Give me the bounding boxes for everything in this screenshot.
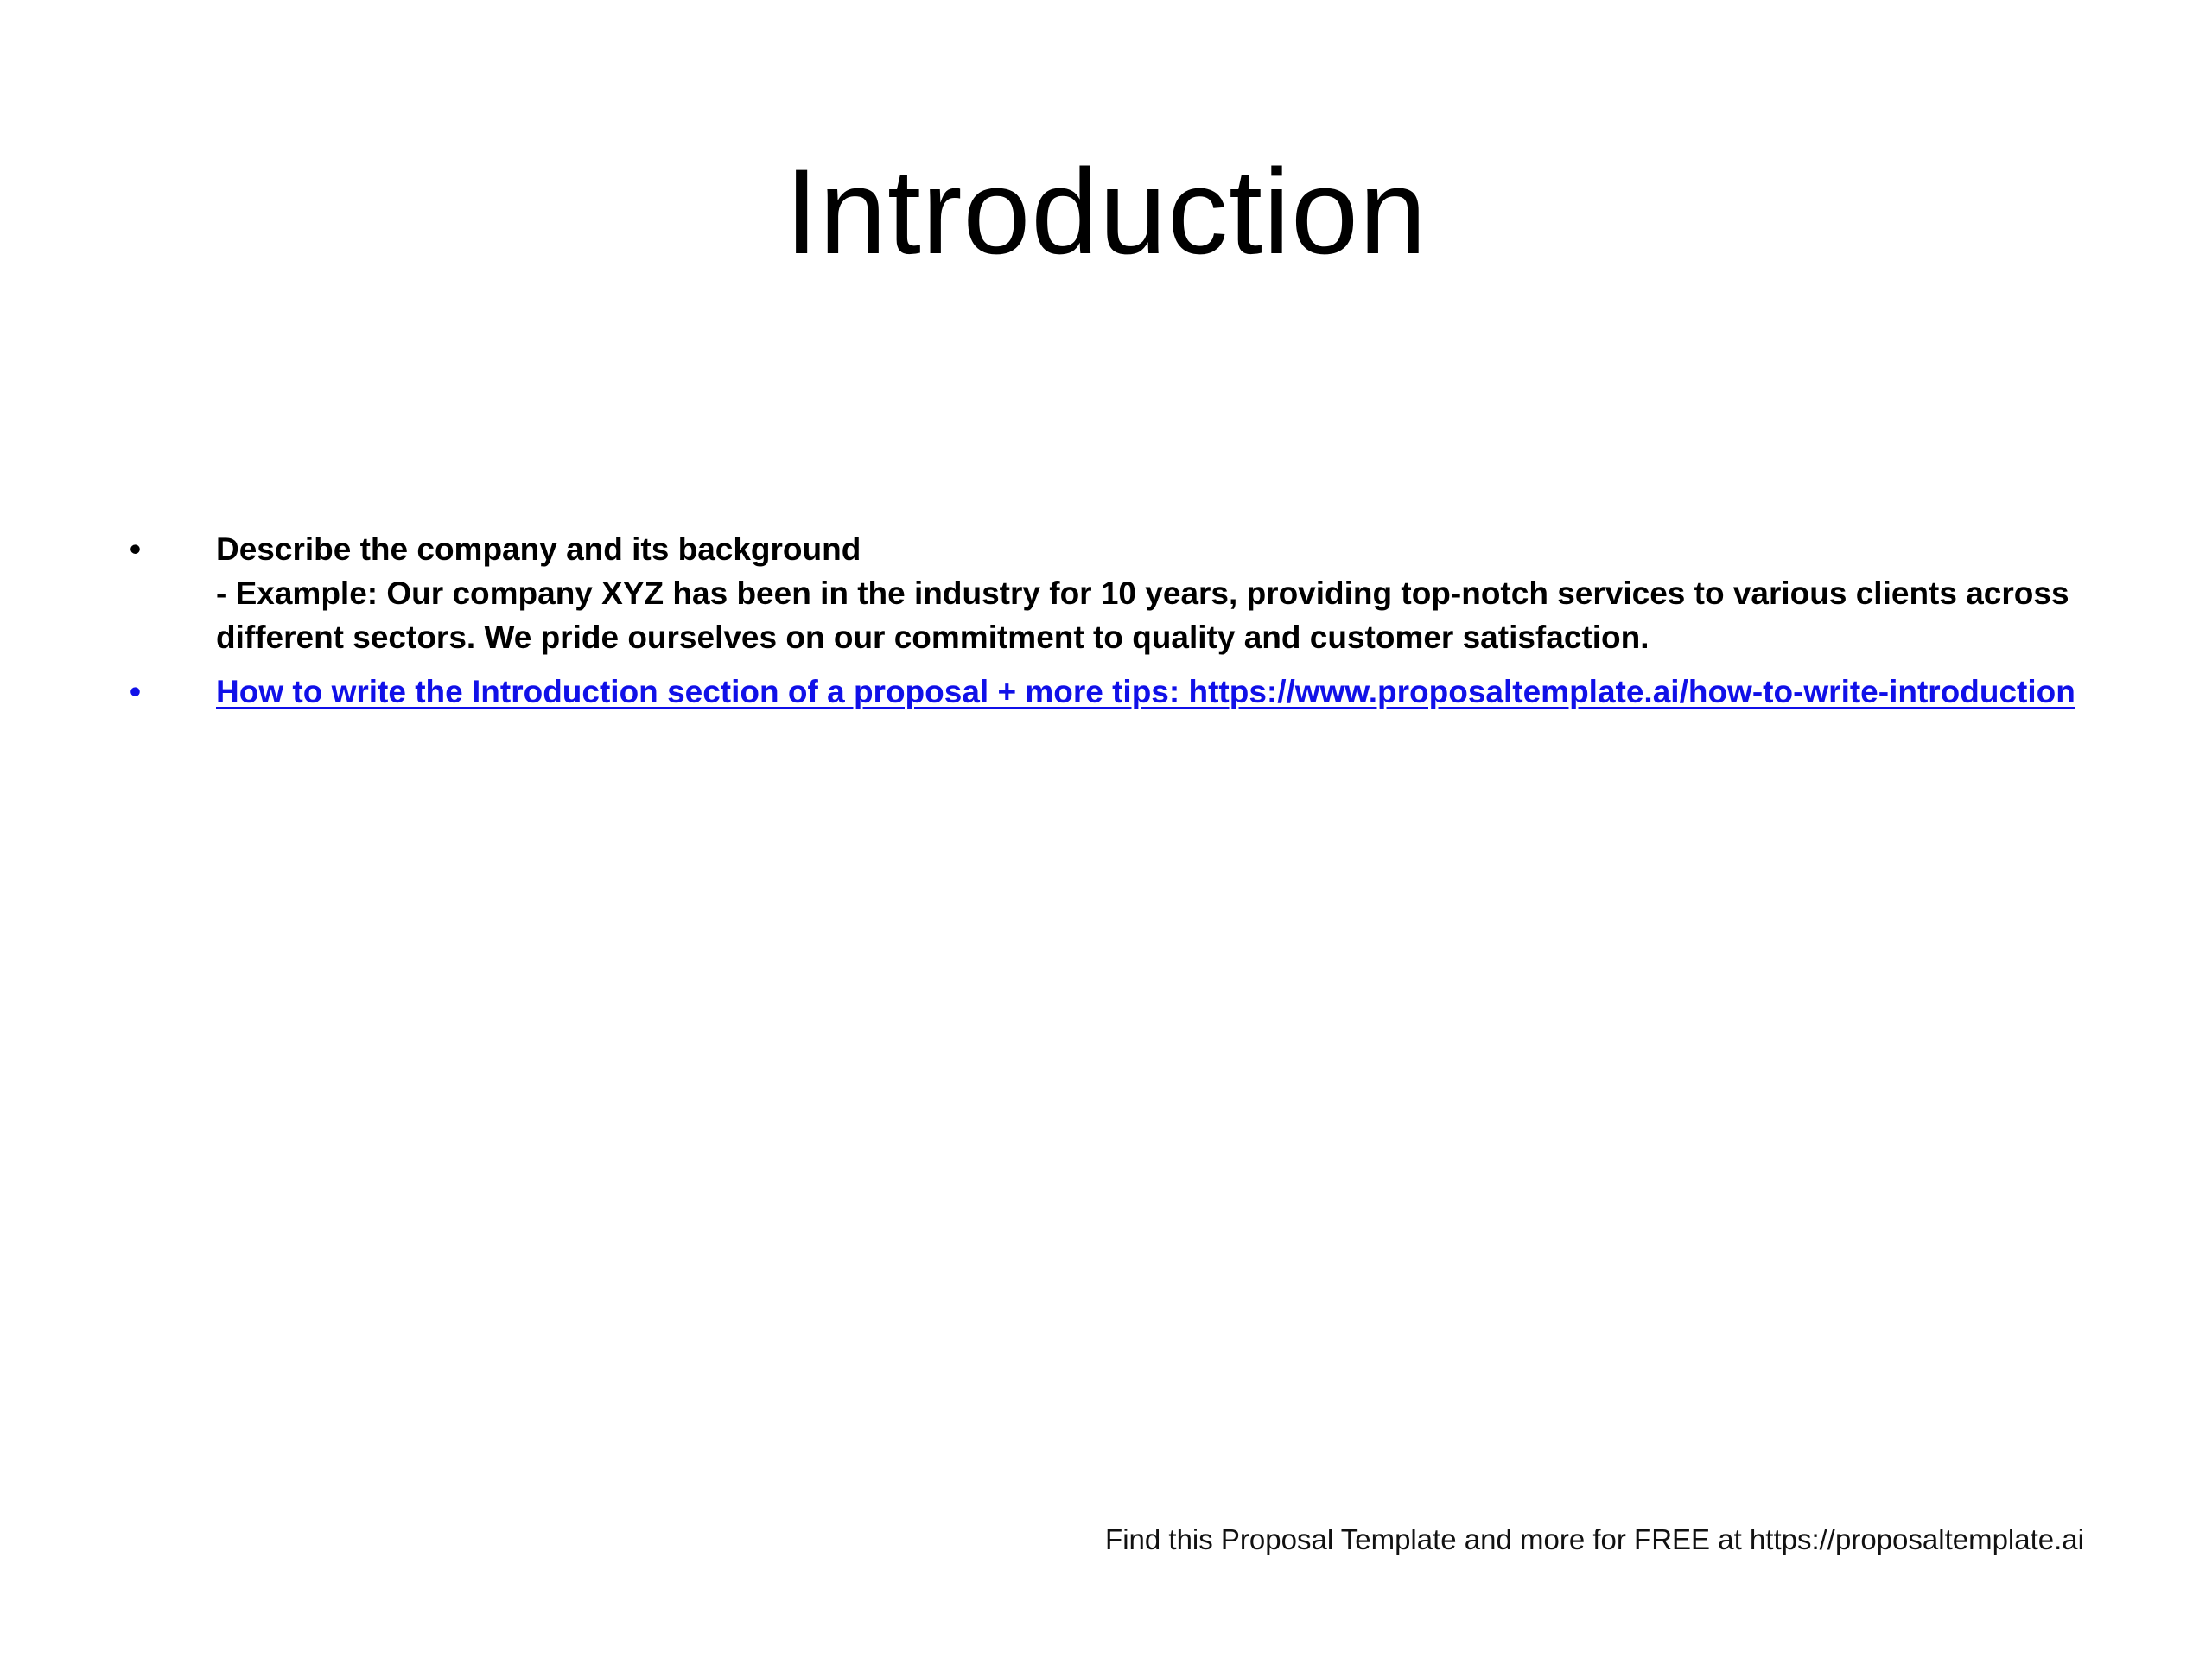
- slide-title: Introduction: [785, 143, 1427, 279]
- bullet-example-text: - Example: Our company XYZ has been in the industry for 10 years, providing top-notch services to various clients across different sectors. We pride ourselves on our commitment to quality and customer satisfaction.: [216, 575, 2069, 655]
- bullet-marker: •: [130, 531, 141, 567]
- bullet-item-company-background: [130, 527, 2091, 659]
- bullet-item-tips-link: [130, 670, 2091, 714]
- bullet-list: [130, 527, 2091, 714]
- bullet-heading: Describe the company and its background: [216, 531, 861, 567]
- tips-link[interactable]: How to write the Introduction section of a proposal + more tips: https://www.proposaltemplate.ai/how-to-write-introduction: [216, 674, 2075, 709]
- bullet-marker: •: [130, 674, 141, 709]
- footer-text: Find this Proposal Template and more for FREE at https://proposaltemplate.ai: [1105, 1523, 2084, 1555]
